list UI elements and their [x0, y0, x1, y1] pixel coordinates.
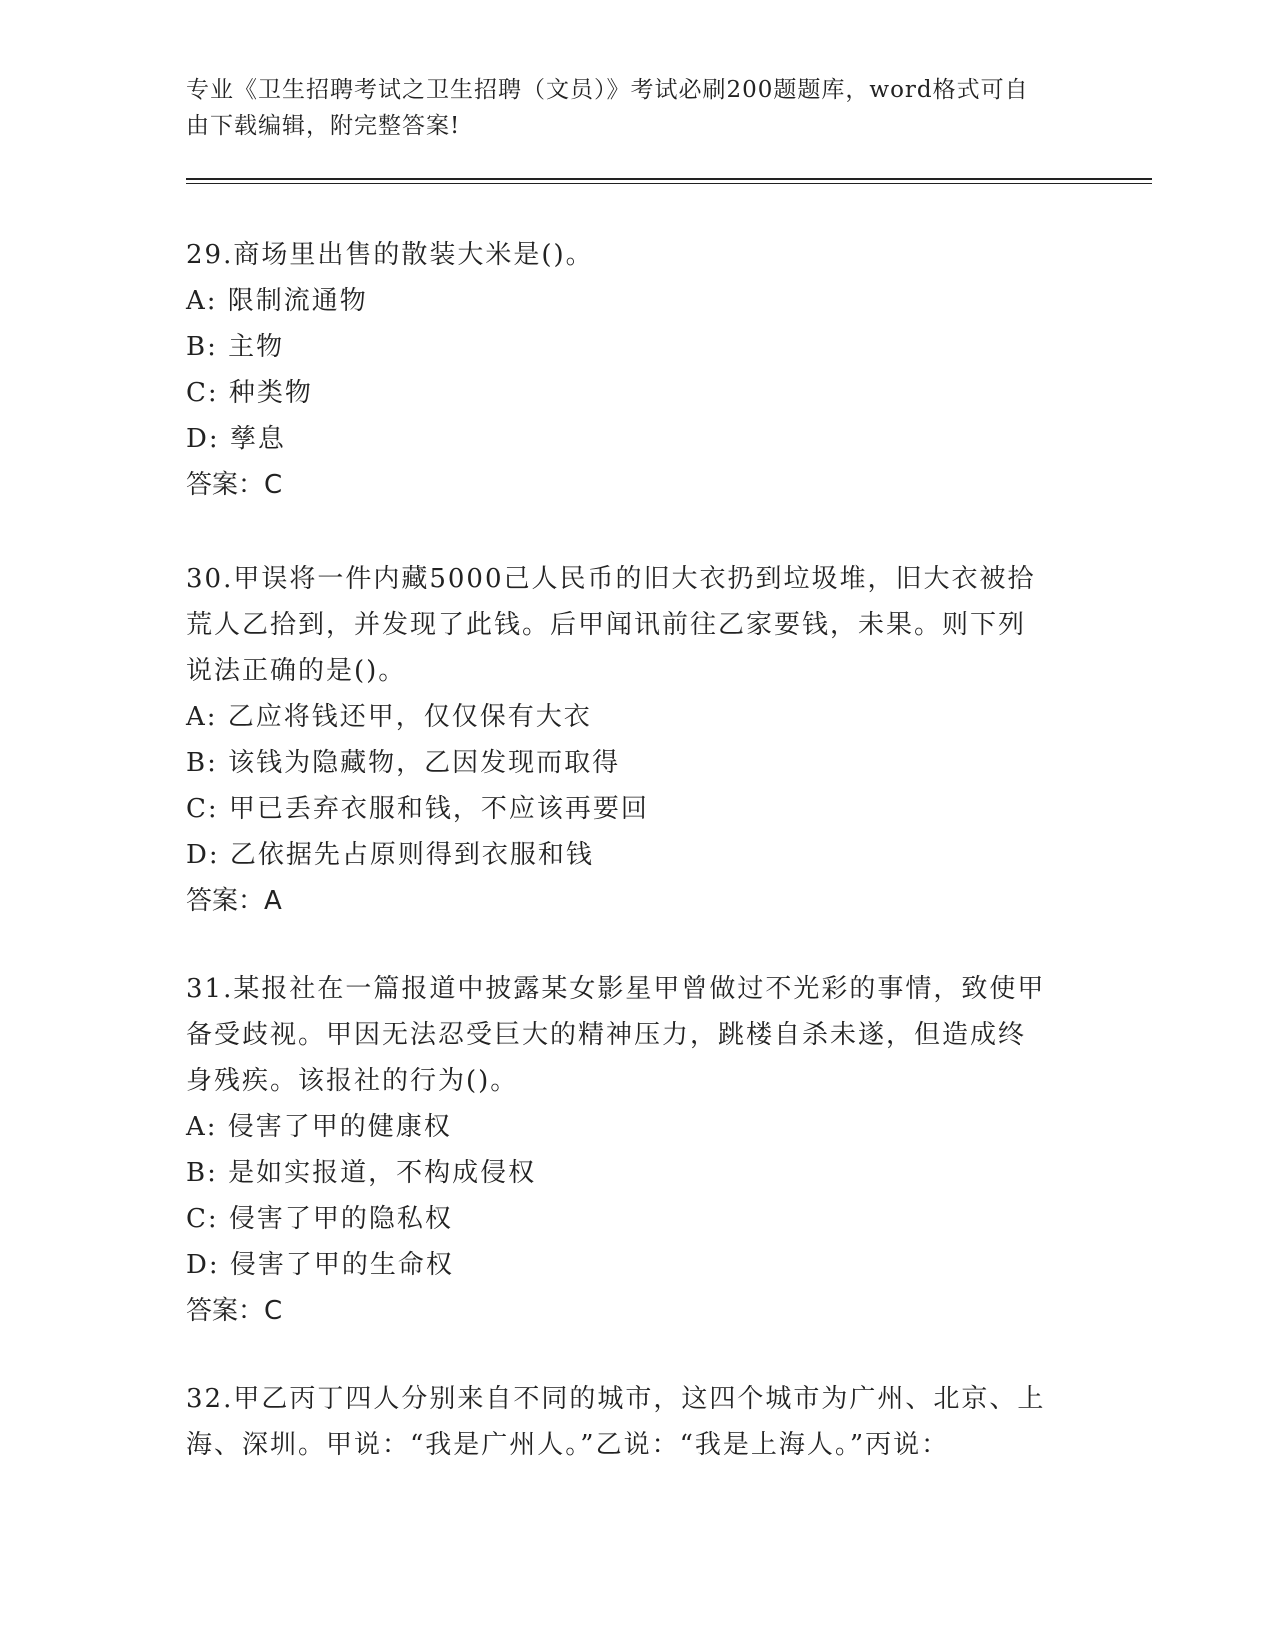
question-stem: 荒人乙拾到，并发现了此钱。后甲闻讯前往乙家要钱，未果。则下列 — [186, 610, 1027, 640]
answer: 答案：A — [186, 886, 282, 916]
header-line-1: 专业《卫生招聘考试之卫生招聘（文员）》考试必刷200题题库，word格式可自 — [186, 77, 1029, 103]
question-32 — [186, 1376, 1086, 1468]
header-line-2: 由下载编辑，附完整答案! — [186, 113, 461, 139]
option-d: D: 侵害了甲的生命权 — [186, 1250, 454, 1280]
question-stem: 说法正确的是()。 — [186, 656, 407, 686]
option-c: C: 种类物 — [186, 378, 313, 408]
question-stem: 身残疾。该报社的行为()。 — [186, 1066, 519, 1096]
option-b: B: 该钱为隐藏物，乙因发现而取得 — [186, 748, 621, 778]
option-b: B: 是如实报道，不构成侵权 — [186, 1158, 537, 1188]
header-rule-thick — [186, 178, 1152, 180]
option-a: A: 侵害了甲的健康权 — [186, 1112, 452, 1142]
option-a: A: 限制流通物 — [186, 286, 368, 316]
question-30 — [186, 556, 1086, 924]
question-31 — [186, 966, 1086, 1334]
question-stem: 31.某报社在一篇报道中披露某女影星甲曾做过不光彩的事情，致使甲 — [186, 974, 1046, 1004]
question-stem: 30.甲误将一件内藏5000己人民币的旧大衣扔到垃圾堆，旧大衣被拾 — [186, 564, 1036, 594]
answer: 答案：C — [186, 1296, 283, 1326]
question-stem: 备受歧视。甲因无法忍受巨大的精神压力，跳楼自杀未遂，但造成终 — [186, 1020, 1027, 1050]
option-b: B: 主物 — [186, 332, 285, 362]
option-c: C: 侵害了甲的隐私权 — [186, 1204, 453, 1234]
option-c: C: 甲已丢弃衣服和钱，不应该再要回 — [186, 794, 649, 824]
option-a: A: 乙应将钱还甲，仅仅保有大衣 — [186, 702, 592, 732]
question-stem: 海、深圳。甲说：“我是广州人。”乙说：“我是上海人。”丙说： — [186, 1430, 950, 1460]
option-d: D: 孳息 — [186, 424, 286, 454]
question-stem: 32.甲乙丙丁四人分别来自不同的城市，这四个城市为广州、北京、上 — [186, 1384, 1046, 1414]
question-29 — [186, 232, 1086, 508]
document-header — [186, 72, 1066, 144]
question-stem: 29.商场里出售的散装大米是()。 — [186, 240, 594, 270]
header-rule-thin — [186, 183, 1152, 184]
option-d: D: 乙依据先占原则得到衣服和钱 — [186, 840, 594, 870]
answer: 答案：C — [186, 470, 283, 500]
